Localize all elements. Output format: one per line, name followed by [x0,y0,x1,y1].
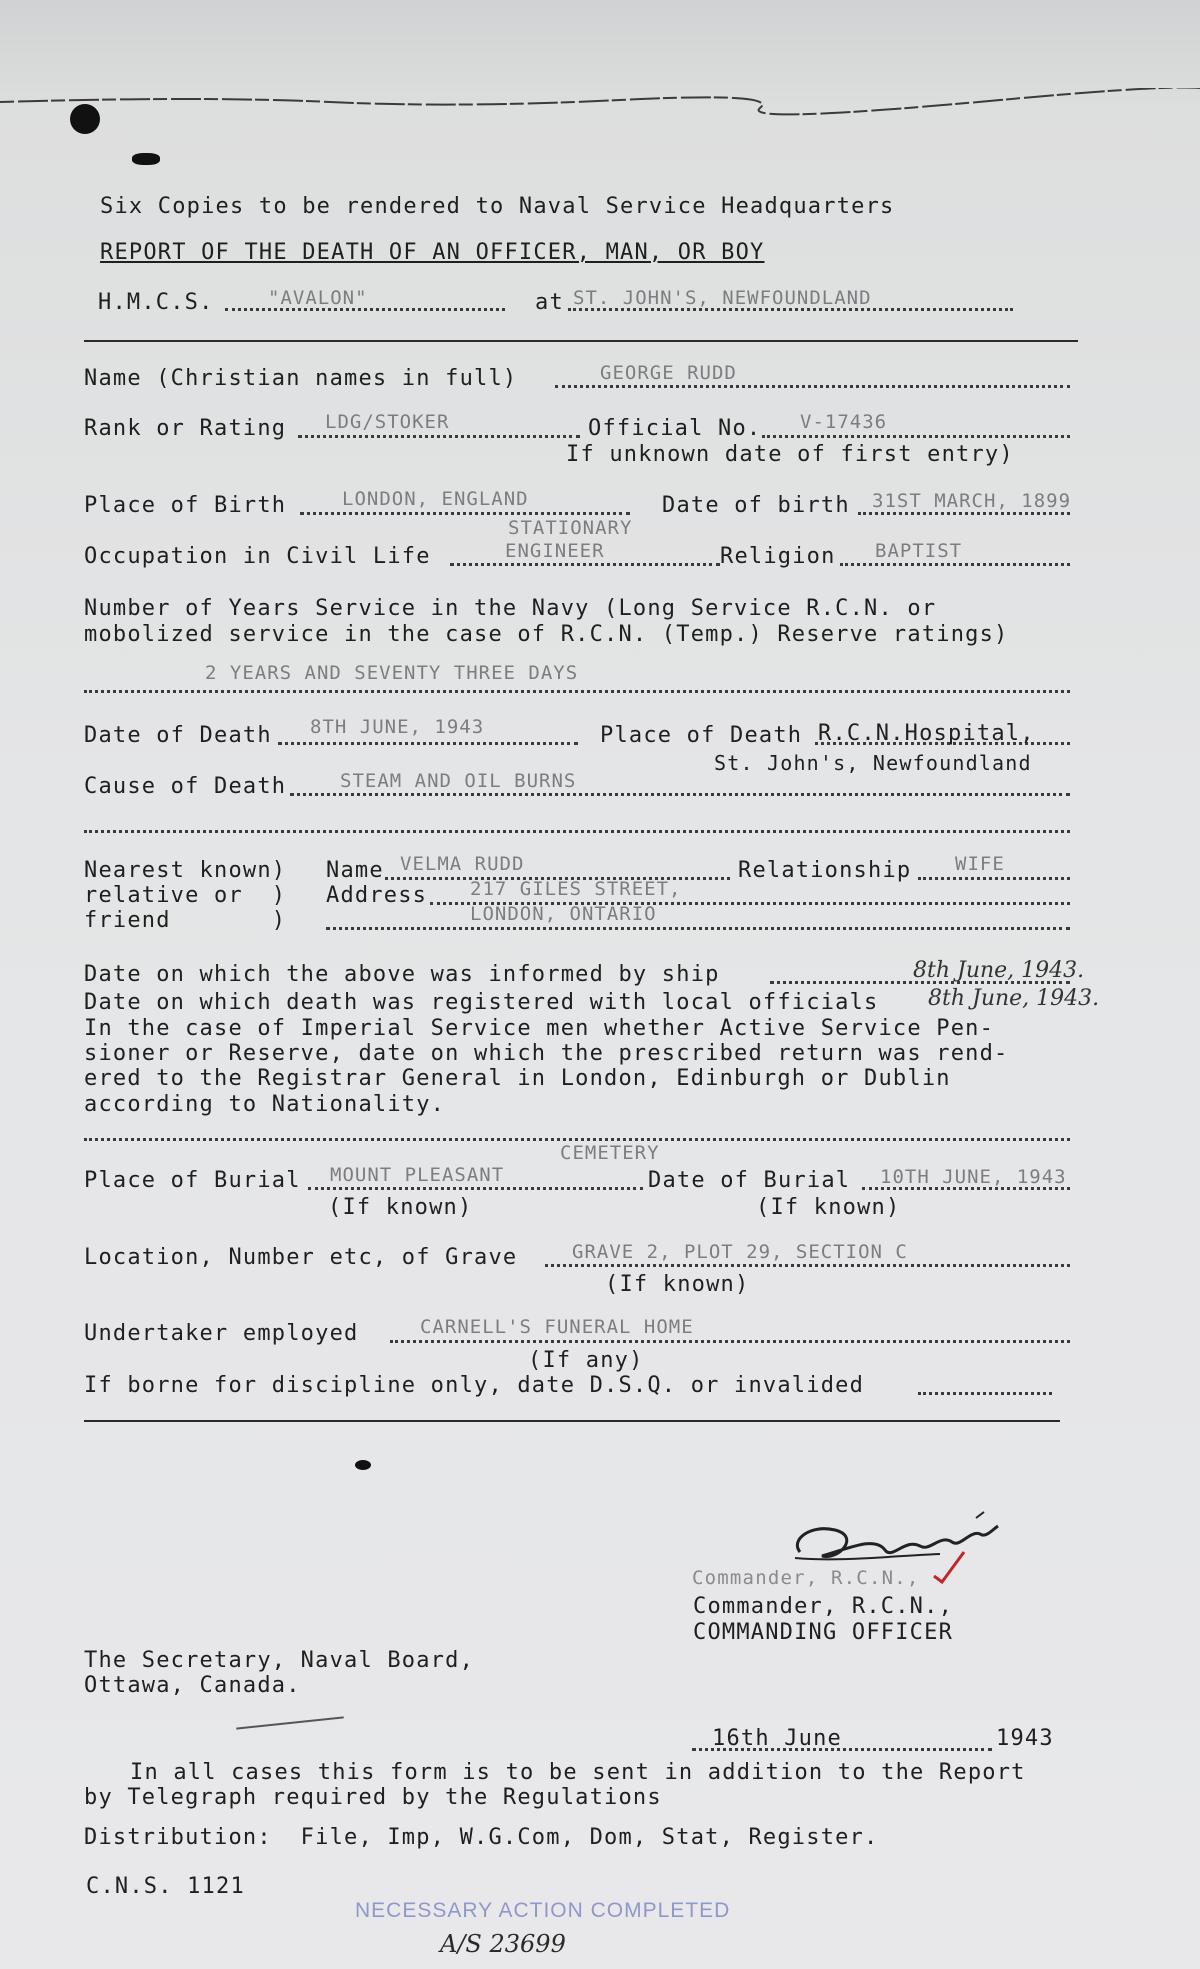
name-dots [555,385,1070,388]
relationship-dots [918,877,1070,880]
dod-value: 8TH JUNE, 1943 [310,716,485,738]
discipline-label: If borne for discipline only, date D.S.Q. or invalided [84,1373,865,1398]
address-value-2: LONDON, ONTARIO [470,903,657,925]
file-reference: A/S 23699 [440,1930,566,1958]
relative-name-label: Name [326,858,384,883]
form-note-1: In all cases this form is to be sent in addition to the Report [130,1760,1026,1785]
informed-value: 8th June, 1943. [913,958,1085,983]
relative-name-value: VELMA RUDD [400,853,525,875]
dob-value: 31ST MARCH, 1899 [872,490,1072,512]
name-label: Name (Christian names in full) [84,366,518,391]
rank-dots [298,435,580,438]
service-dots [84,690,1070,693]
imperial-text-3: ered to the Registrar General in London, Edinburgh or Dublin [84,1066,951,1091]
relative-label-1: Nearest known) [84,858,287,883]
birthplace-label: Place of Birth [84,493,287,518]
action-completed-stamp: NECESSARY ACTION COMPLETED [355,1899,731,1922]
official-no-value: V-17436 [800,411,888,433]
undertaker-value: CARNELL'S FUNERAL HOME [420,1316,694,1338]
grave-note: (If known) [605,1272,750,1297]
pen-stroke [236,1716,344,1729]
rank-label: Rank or Rating [84,416,287,441]
undertaker-label: Undertaker employed [84,1321,359,1346]
copies-note: Six Copies to be rendered to Naval Service Headquarters [100,194,895,219]
imperial-text-1: In the case of Imperial Service men whether Active Service Pen- [84,1016,995,1041]
relative-label-3: friend ) [84,908,287,933]
service-label-2: mobolized service in the case of R.C.N. (Temp.) Reserve ratings) [84,622,1009,647]
imperial-text-2: sioner or Reserve, date on which the prescribed return was rend- [84,1041,1009,1066]
cause-value: STEAM AND OIL BURNS [340,770,577,792]
occupation-value-2: ENGINEER [505,540,605,562]
burial-date-note: (If known) [756,1195,901,1220]
religion-value: BAPTIST [875,540,963,562]
grave-value: GRAVE 2, PLOT 29, SECTION C [572,1241,908,1263]
official-no-dots [762,435,1070,438]
form-number: C.N.S. 1121 [86,1874,245,1899]
service-label-1: Number of Years Service in the Navy (Long Service R.C.N. or [84,596,937,621]
occupation-label: Occupation in Civil Life [84,544,431,569]
signature-rank: Commander, R.C.N., [693,1594,954,1619]
religion-label: Religion [720,544,836,569]
dod-dots [278,742,578,745]
address-dots-2 [326,927,1070,930]
faint-rank-stamp: Commander, R.C.N., [692,1567,920,1589]
birthplace-value: LONDON, ENGLAND [342,488,529,510]
ink-blot [355,1460,371,1470]
report-date-day: 16th June [712,1726,843,1751]
dod-label: Date of Death [84,723,272,748]
addressee-line-2: Ottawa, Canada. [84,1673,301,1698]
undertaker-dots [390,1340,1070,1343]
red-check-mark [930,1548,970,1588]
addressee-line-1: The Secretary, Naval Board, [84,1648,475,1673]
burial-place-dots [308,1187,643,1190]
location-value: ST. JOHN'S, NEWFOUNDLAND [573,287,872,309]
address-value-1: 217 GILES STREET, [470,878,682,900]
registered-label: Date on which death was registered with local officials [84,990,879,1015]
at-label: at [535,290,564,315]
place-of-death-value-2: St. John's, Newfoundland [714,751,1032,775]
relationship-label: Relationship [738,858,912,883]
occupation-dots [450,563,720,566]
relationship-value: WIFE [955,853,1005,875]
cause-dots [290,793,1070,796]
signature-title: COMMANDING OFFICER [693,1620,954,1645]
grave-dots [545,1264,1070,1267]
informed-label: Date on which the above was informed by ship [84,962,720,987]
occupation-value-1: STATIONARY [508,517,633,539]
place-of-death-value: R.C.N.Hospital, [818,721,1035,746]
relative-label-2: relative or ) [84,883,287,908]
punch-hole [70,104,100,134]
form-note-2: by Telegraph required by the Regulations [84,1785,662,1810]
undertaker-note: (If any) [528,1348,644,1373]
birthplace-dots [300,512,630,515]
grave-label: Location, Number etc, of Grave [84,1245,518,1270]
burial-place-note: (If known) [328,1195,473,1220]
unknown-entry-note: If unknown date of first entry) [566,442,1014,467]
fold-line [0,88,1200,128]
burial-place-label: Place of Burial [84,1168,301,1193]
header-rule [84,340,1078,342]
footer-rule [84,1420,1060,1422]
cause-label: Cause of Death [84,774,287,799]
place-of-death-label: Place of Death [600,723,803,748]
burial-place-value: MOUNT PLEASANT [330,1164,505,1186]
dob-label: Date of birth [662,493,850,518]
hmcs-label: H.M.C.S. [98,290,214,315]
imperial-text-4: according to Nationality. [84,1092,446,1117]
religion-dots [840,563,1070,566]
report-date-year: 1943 [996,1726,1054,1751]
burial-date-label: Date of Burial [648,1168,851,1193]
official-no-label: Official No. [588,416,762,441]
report-title: REPORT OF THE DEATH OF AN OFFICER, MAN, OR BOY [100,240,765,265]
cause-dots-2 [84,830,1070,833]
service-value: 2 YEARS AND SEVENTY THREE DAYS [205,662,579,684]
burial-place-value-1: CEMETERY [560,1142,660,1164]
name-value: GEORGE RUDD [600,362,737,384]
distribution-list: Distribution: File, Imp, W.G.Com, Dom, Stat, Register. [84,1825,879,1850]
punch-hole-small [132,153,160,165]
burial-date-value: 10TH JUNE, 1943 [880,1166,1067,1188]
discipline-dots [918,1392,1052,1395]
registered-value: 8th June, 1943. [928,986,1100,1011]
rank-value: LDG/STOKER [325,411,450,433]
dob-dots [858,512,1070,515]
address-label: Address [326,883,428,908]
imperial-dots [84,1138,1070,1141]
ship-value: "AVALON" [268,287,368,309]
